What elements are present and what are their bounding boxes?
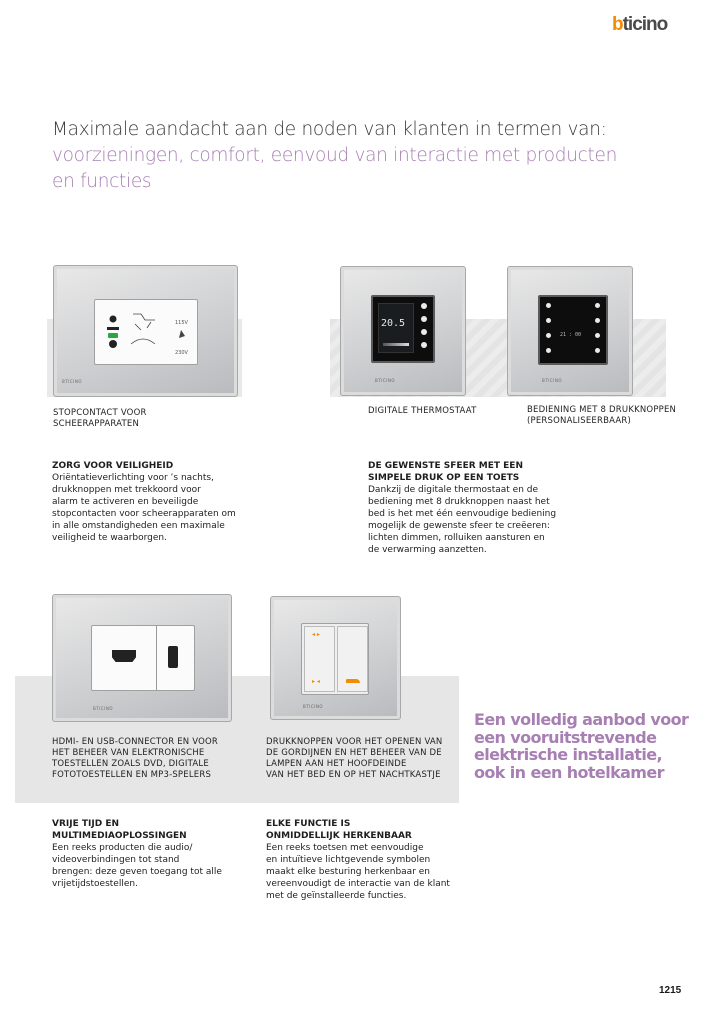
shaver-socket-icon: [95, 300, 199, 366]
control-button-right-2[interactable]: [595, 318, 600, 323]
svg-text:230V: 230V: [175, 350, 188, 356]
heading-line-1: Maximale aandacht aan de noden van klanten in termen van:: [52, 119, 607, 140]
thermostat-display: [378, 303, 414, 353]
plate-model-mark: BTICINO: [542, 378, 562, 383]
heading-line-3: en functies: [52, 171, 152, 192]
shaver-socket-module: [94, 299, 198, 365]
thermostat-screen: [371, 295, 435, 363]
curtain-close-icon: ▸ ◂: [312, 678, 320, 685]
thermostat-button-4[interactable]: [421, 342, 427, 348]
bedside-lamp-icon: [346, 679, 360, 683]
logo-text: ticino: [622, 14, 668, 35]
control-screen: [538, 295, 608, 365]
control-button-right-3[interactable]: [595, 333, 600, 338]
curtain-open-icon: ◂ ▸: [312, 631, 320, 638]
section-safety: ZORG VOOR VEILIGHEID Oriëntatieverlichting voor ’s nachts, drukknoppen met trekkoord voor alarm te activeren en beveiligde stopcontacten voor scheerapparaten om in alle omstandigheden een maximale veiligheid te waarborgen.: [52, 460, 262, 544]
section-leisure-title-1: VRIJE TIJD EN: [52, 819, 119, 829]
hdmi-port-icon: [112, 650, 136, 662]
hdmi-usb-module: [91, 625, 195, 691]
control-button-left-1[interactable]: [546, 303, 551, 308]
highlight-quote: Een volledig aanbod voor een vooruitstrevende elektrische installatie, ook in een hotelkamer: [474, 710, 689, 782]
logo-b: b: [612, 14, 623, 35]
usb-port-icon: [168, 646, 178, 668]
section-safety-title: ZORG VOOR VEILIGHEID: [52, 461, 174, 471]
curtain-buttons-module: [301, 623, 369, 695]
section-recognizable-title-1: ELKE FUNCTIE IS: [266, 819, 351, 829]
page-heading: [52, 117, 652, 195]
heading-line-2: voorzieningen, comfort, eenvoud van interactie met producten: [52, 145, 618, 166]
thermostat-button-2[interactable]: [421, 316, 427, 322]
thermostat-button-3[interactable]: [421, 329, 427, 335]
curtain-buttons-plate: [270, 596, 401, 720]
control-clock: 21 : 00: [560, 332, 582, 338]
svg-text:115V: 115V: [175, 320, 188, 326]
section-ambience: DE GEWENSTE SFEER MET EEN SIMPELE DRUK OP EEN TOETS Dankzij de digitale thermostaat en de bediening met 8 drukknoppen naast het bed is het met één eenvoudige bediening mogelijk de gewenste sfeer te creëeren: lichten dimmen, rolluiken aansturen en de verwarming aanzetten.: [368, 460, 578, 556]
caption-curtain-buttons: DRUKKNOPPEN VOOR HET OPENEN VAN DE GORDIJNEN EN HET BEHEER VAN DE LAMPEN AAN HET HOOFDEINDE VAN HET BED EN OP HET NACHTKASTJE: [266, 737, 443, 780]
thermostat-reading: 20.5: [381, 318, 406, 329]
control-button-right-4[interactable]: [595, 348, 600, 353]
page-number: 1215: [659, 985, 682, 996]
section-recognizable-title-2: ONMIDDELLIJK HERKENBAAR: [266, 831, 412, 841]
plate-model-mark: BTICINO: [62, 379, 82, 384]
caption-hdmi-usb: HDMI- EN USB-CONNECTOR EN VOOR HET BEHEER VAN ELEKTRONISCHE TOESTELLEN ZOALS DVD, DIGITALE FOTOTOESTELLEN EN MP3-SPELERS: [52, 737, 219, 780]
caption-shaver-socket: STOPCONTACT VOOR SCHEERAPPARATEN: [53, 408, 147, 429]
control-8-buttons-plate: [507, 266, 633, 396]
control-button-right-1[interactable]: [595, 303, 600, 308]
plate-model-mark: BTICINO: [375, 378, 395, 383]
shaver-socket-plate: [53, 265, 238, 397]
thermostat-plate: [340, 266, 466, 396]
plate-model-mark: BTICINO: [303, 704, 323, 709]
module-divider: [156, 626, 157, 690]
thermostat-bar: [383, 343, 409, 346]
section-leisure-title-2: MULTIMEDIAOPLOSSINGEN: [52, 831, 187, 841]
control-button-left-3[interactable]: [546, 333, 551, 338]
control-button-left-2[interactable]: [546, 318, 551, 323]
section-ambience-title-2: SIMPELE DRUK OP EEN TOETS: [368, 473, 520, 483]
section-leisure: VRIJE TIJD EN MULTIMEDIAOPLOSSINGEN Een reeks producten die audio/ videoverbindingen tot stand brengen: deze geven toegang tot alle vrijetijdstoestellen.: [52, 818, 252, 890]
caption-thermostat: DIGITALE THERMOSTAAT: [368, 406, 477, 416]
thermostat-button-1[interactable]: [421, 303, 427, 309]
section-recognizable: ELKE FUNCTIE IS ONMIDDELLIJK HERKENBAAR Een reeks toetsen met eenvoudige en intuïtieve lichtgevende symbolen maakt elke besturing herkenbaar en vereenvoudigt de interactie van de klant met de geïnstalleerde functies.: [266, 818, 476, 902]
hdmi-usb-plate: [52, 594, 232, 722]
caption-control-8-buttons: BEDIENING MET 8 DRUKKNOPPEN (PERSONALISEERBAAR): [527, 405, 677, 426]
plate-model-mark: BTICINO: [93, 706, 113, 711]
bticino-logo: [612, 14, 667, 36]
control-button-left-4[interactable]: [546, 348, 551, 353]
section-ambience-title-1: DE GEWENSTE SFEER MET EEN: [368, 461, 523, 471]
